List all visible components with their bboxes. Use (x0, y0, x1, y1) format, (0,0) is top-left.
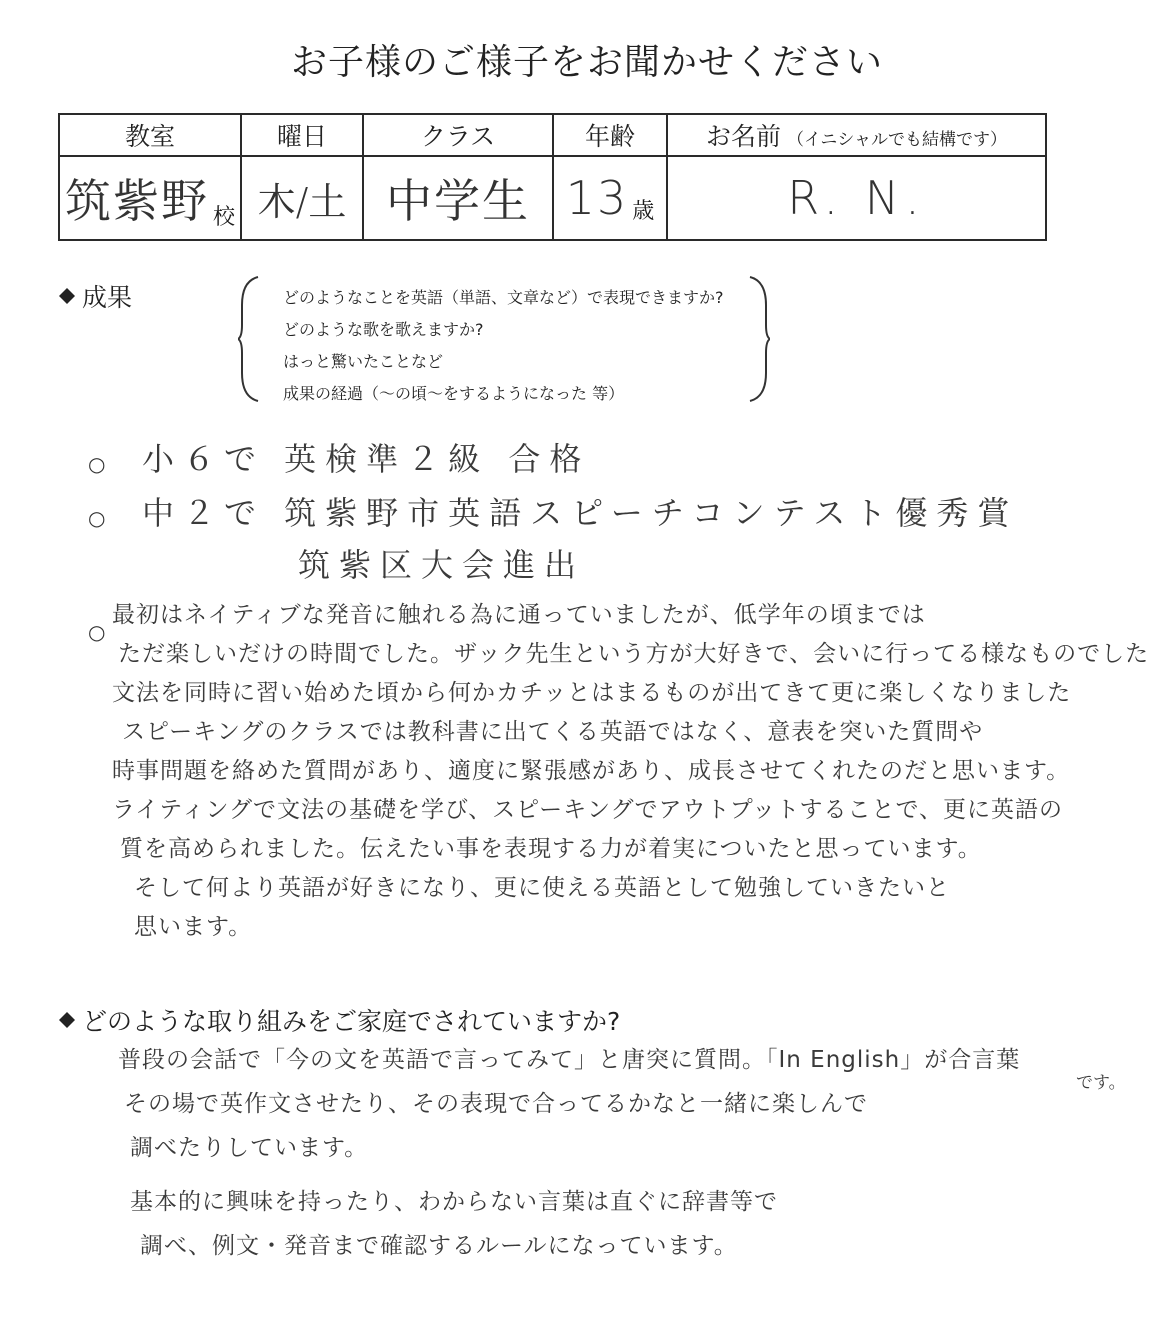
paragraph-line: 時事問題を絡めた質問があり、適度に緊張感があり、成長させてくれたのだと思います。 (112, 758, 1071, 784)
right-bracket-icon (748, 275, 770, 403)
name-value: R. N. (787, 171, 926, 225)
value-day (241, 156, 363, 240)
value-class (363, 156, 553, 240)
paragraph-line: スピーキングのクラスでは教科書に出てくる英語ではなく、意表を突いた質問や (122, 719, 984, 745)
paragraph-line: ただ楽しいだけの時間でした。ザック先生という方が大好きで、会いに行ってる様なものでした (118, 641, 1150, 667)
classroom-value: 筑紫野 (64, 174, 209, 228)
home-line: その場で英作文させたり、その表現で合ってるかなと一緒に楽しんで (124, 1091, 868, 1117)
paragraph-line: 思います。 (134, 914, 253, 940)
home-line: 調べたりしています。 (130, 1135, 369, 1161)
header-name-hint: （イニシャルでも結構です） (787, 130, 1007, 150)
header-name-label: お名前 (706, 122, 782, 151)
diamond-bullet-icon (58, 287, 76, 305)
results-heading-text: 成果 (82, 283, 133, 312)
home-heading (58, 1002, 620, 1038)
paragraph-line: 最初はネイティブな発音に触れる為に通っていましたが、低学年の頃までは (112, 602, 926, 628)
home-heading-text: どのような取り組みをご家庭でされていますか? (82, 1007, 621, 1036)
results-prompts (283, 282, 724, 410)
results-paragraph (112, 596, 1149, 947)
results-heading (58, 278, 132, 314)
achievement-item: 中２で 筑紫野市英語スピーチコンテスト優秀賞 (142, 494, 1019, 532)
age-suffix: 歳 (632, 199, 655, 224)
class-value: 中学生 (386, 174, 530, 228)
diamond-bullet-icon (58, 1011, 76, 1029)
value-classroom (59, 156, 241, 240)
left-bracket-icon (238, 275, 260, 403)
prompt-line: どのようなことを英語（単語、文章など）で表現できますか? (283, 288, 724, 307)
age-value: 13 (565, 171, 629, 225)
paragraph-line: ライティングで文法の基礎を学び、スピーキングでアウトプットすることで、更に英語の (112, 797, 1064, 823)
prompt-line: どのような歌を歌えますか? (283, 320, 484, 339)
value-name (667, 156, 1046, 240)
home-line: 普段の会話で「今の文を英語で言ってみて」と唐突に質問。「In English」が合言葉 (118, 1047, 1021, 1073)
header-name (667, 114, 1046, 156)
classroom-suffix: 校 (212, 205, 235, 230)
prompt-line: はっと驚いたことなど (283, 352, 444, 371)
home-paragraph (118, 1038, 1020, 1268)
achievement-item: 筑紫区大会進出 (298, 546, 586, 584)
info-table (58, 113, 1047, 241)
paragraph-bullet-icon: ○ (88, 620, 106, 644)
header-day: 曜日 (241, 114, 363, 156)
paragraph-line: 質を高められました。伝えたい事を表現する力が着実についたと思っています。 (120, 836, 982, 862)
header-age: 年齢 (553, 114, 667, 156)
page-title: お子様のご様子をお聞かせください (290, 42, 883, 83)
paragraph-line: 文法を同時に習い始めた頃から何かカチッとはまるものが出てきて更に楽しくなりました (112, 680, 1072, 706)
achievement-bullet-icon: ○ (88, 506, 106, 530)
achievement-bullet-icon: ○ (88, 452, 106, 476)
header-classroom: 教室 (59, 114, 241, 156)
home-line: 調べ、例文・発音まで確認するルールになっています。 (140, 1233, 738, 1259)
value-age (553, 156, 667, 240)
paragraph-line: そして何より英語が好きになり、更に使える英語として勉強していきたいと (134, 875, 950, 901)
day-value: 木/土 (257, 179, 347, 224)
home-line: 基本的に興味を持ったり、わからない言葉は直ぐに辞書等で (130, 1189, 778, 1215)
prompt-line: 成果の経過（～の頃～をするようになった 等） (283, 384, 625, 403)
achievement-item: 小６で 英検準２級 合格 (142, 440, 591, 478)
home-side-note: です。 (1076, 1073, 1126, 1093)
header-class: クラス (363, 114, 553, 156)
